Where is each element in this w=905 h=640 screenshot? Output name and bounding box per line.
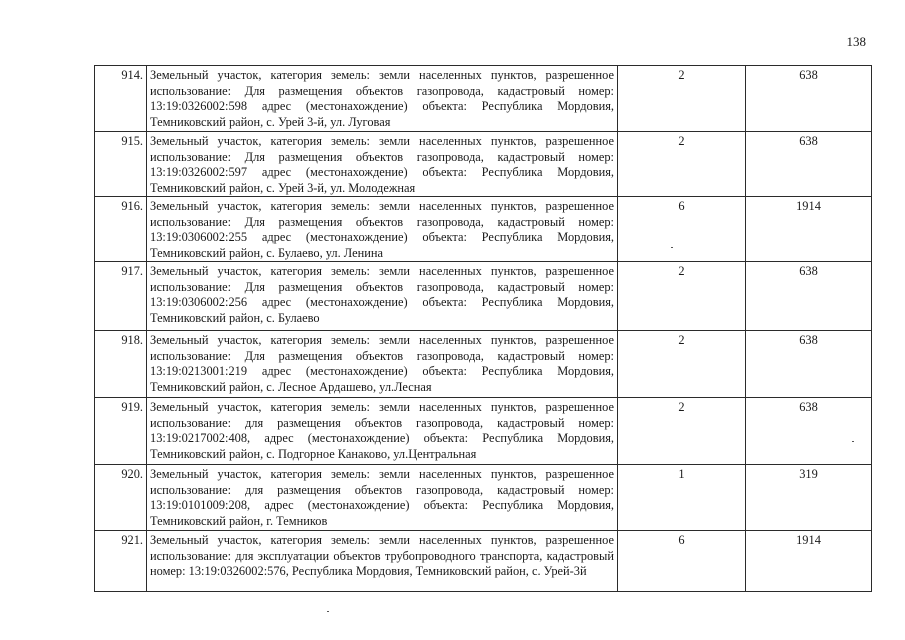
quantity-cell: 6	[618, 531, 746, 592]
row-number: 919.	[95, 398, 147, 465]
table-row	[95, 66, 872, 132]
property-table	[94, 65, 872, 592]
row-number: 915.	[95, 132, 147, 197]
property-description: Земельный участок, категория земель: земли населенных пунктов, разрешенное использование: для размещения объектов газопровода, кадастровый номер: 13:19:0101009:208, адрес (местонахождение) объекта: Республика Мордовия, Темниковский район, г. Темников	[147, 465, 618, 531]
scan-speck	[852, 441, 854, 442]
value-cell: 1914	[746, 531, 872, 592]
row-number: 918.	[95, 331, 147, 398]
value-cell: 638	[746, 331, 872, 398]
property-description: Земельный участок, категория земель: земли населенных пунктов, разрешенное использование: Для размещения объектов газопровода, кадастровый номер: 13:19:0306002:256 адрес (местонахождение) объекта: Республика Мордовия, Темниковский район, с. Булаево	[147, 262, 618, 331]
table-row	[95, 398, 872, 465]
scan-speck	[327, 611, 329, 612]
table-row	[95, 465, 872, 531]
table-row	[95, 262, 872, 331]
row-number: 921.	[95, 531, 147, 592]
value-cell: 1914	[746, 197, 872, 262]
page-number: 138	[846, 34, 866, 49]
row-number: 920.	[95, 465, 147, 531]
property-description: Земельный участок, категория земель: земли населенных пунктов, разрешенное использование: Для размещения объектов газопровода, кадастровый номер: 13:19:0326002:597 адрес (местонахождение) объекта: Республика Мордовия, Темниковский район, с. Урей 3-й, ул. Молодежная	[147, 132, 618, 197]
value-cell: 638	[746, 398, 872, 465]
quantity-cell: 2	[618, 331, 746, 398]
quantity-cell: 2	[618, 66, 746, 132]
property-description: Земельный участок, категория земель: земли населенных пунктов, разрешенное использование: для размещения объектов газопровода, кадастровый номер: 13:19:0217002:408, адрес (местонахождение) объекта: Республика Мордовия, Темниковский район, с. Подгорное Канаково, ул.Центральная	[147, 398, 618, 465]
property-description: Земельный участок, категория земель: земли населенных пунктов, разрешенное использование: Для размещения объектов газопровода, кадастровый номер: 13:19:0213001:219 адрес (местонахождение) объекта: Республика Мордовия, Темниковский район, с. Лесное Ардашево, ул.Лесная	[147, 331, 618, 398]
quantity-cell: 2	[618, 132, 746, 197]
quantity-cell: 2	[618, 398, 746, 465]
scan-speck	[671, 247, 673, 248]
table-row	[95, 132, 872, 197]
quantity-cell: 1	[618, 465, 746, 531]
value-cell: 638	[746, 262, 872, 331]
row-number: 917.	[95, 262, 147, 331]
table-row	[95, 531, 872, 592]
property-description: Земельный участок, категория земель: земли населенных пунктов, разрешенное использование: Для размещения объектов газопровода, кадастровый номер: 13:19:0326002:598 адрес (местонахождение) объекта: Республика Мордовия, Темниковский район, с. Урей 3-й, ул. Луговая	[147, 66, 618, 132]
table-row	[95, 197, 872, 262]
value-cell: 319	[746, 465, 872, 531]
quantity-cell: 2	[618, 262, 746, 331]
row-number: 914.	[95, 66, 147, 132]
table-row	[95, 331, 872, 398]
value-cell: 638	[746, 132, 872, 197]
property-description: Земельный участок, категория земель: земли населенных пунктов, разрешенное использование: для эксплуатации объектов трубопроводного транспорта, кадастровый номер: 13:19:0326002:576, Республика Мордовия, Темниковский район, с. Урей-3й	[147, 531, 618, 592]
property-description: Земельный участок, категория земель: земли населенных пунктов, разрешенное использование: Для размещения объектов газопровода, кадастровый номер: 13:19:0306002:255 адрес (местонахождение) объекта: Республика Мордовия, Темниковский район, с. Булаево, ул. Ленина	[147, 197, 618, 262]
value-cell: 638	[746, 66, 872, 132]
quantity-cell: 6	[618, 197, 746, 262]
row-number: 916.	[95, 197, 147, 262]
